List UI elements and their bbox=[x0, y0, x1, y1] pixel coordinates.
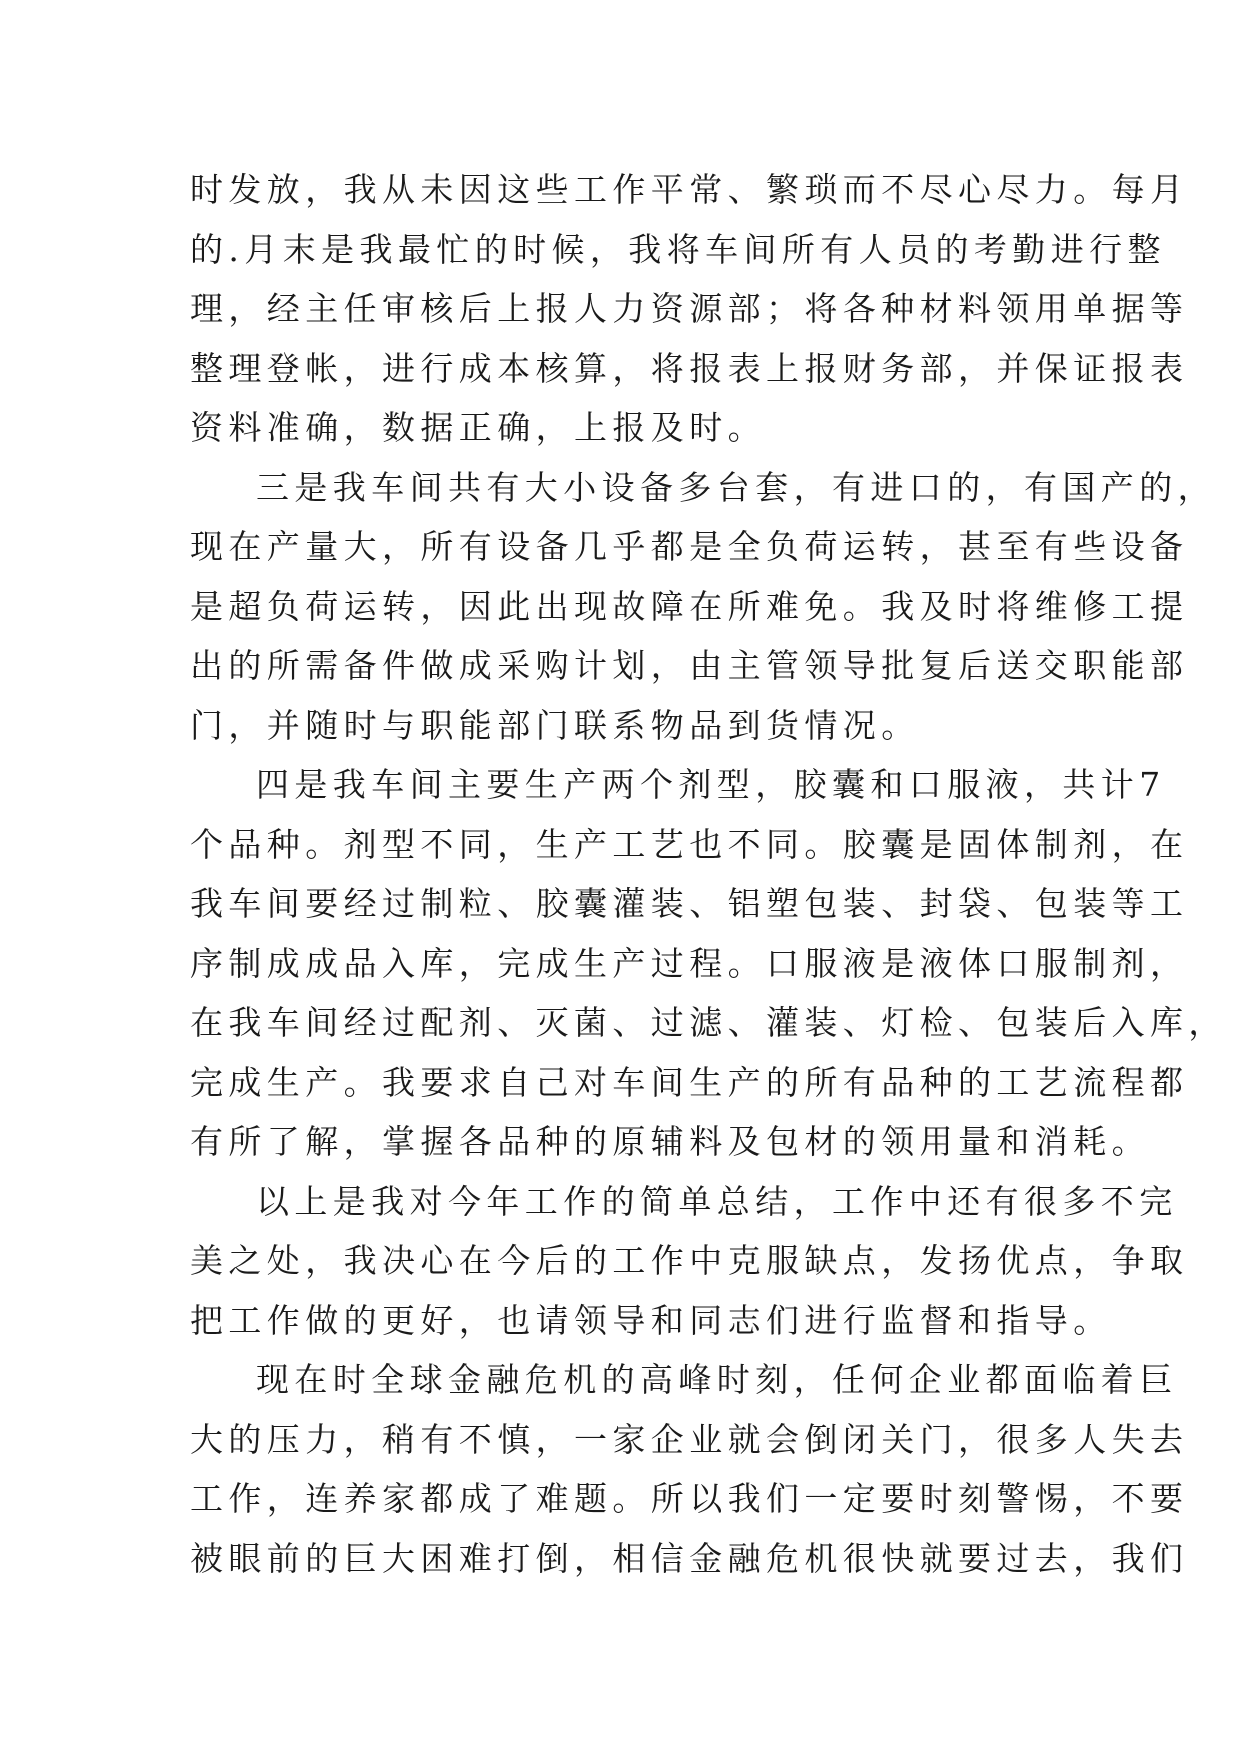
paragraph-3-line-5: 在我车间经过配剂、灭菌、过滤、灌装、灯检、包装后入库， bbox=[190, 1003, 1227, 1042]
paragraph-4-line-1: 以上是我对今年工作的简单总结，工作中还有很多不完 bbox=[256, 1181, 1178, 1221]
paragraph-5 bbox=[190, 1350, 1189, 1588]
paragraph-1-line-1: 时发放，我从未因这些工作平常、繁琐而不尽心尽力。每月 bbox=[190, 170, 1189, 209]
paragraph-1-line-4: 整理登帐，进行成本核算，将报表上报财务部，并保证报表 bbox=[190, 348, 1189, 388]
paragraph-3-line-6: 完成生产。我要求自己对车间生产的所有品种的工艺流程都 bbox=[190, 1062, 1189, 1102]
paragraph-3-line-3: 我车间要经过制粒、胶囊灌装、铝塑包装、封袋、包装等工 bbox=[190, 884, 1189, 923]
paragraph-5-line-4: 被眼前的巨大困难打倒，相信金融危机很快就要过去，我们 bbox=[190, 1538, 1189, 1578]
paragraph-5-line-1: 现在时全球金融危机的高峰时刻，任何企业都面临着巨 bbox=[256, 1360, 1178, 1399]
paragraph-4-line-2: 美之处，我决心在今后的工作中克服缺点，发扬优点，争取 bbox=[190, 1241, 1189, 1280]
paragraph-2-line-4: 出的所需备件做成采购计划，由主管领导批复后送交职能部 bbox=[190, 646, 1189, 685]
paragraph-2-line-1: 三是我车间共有大小设备多台套，有进口的，有国产的， bbox=[256, 467, 1216, 507]
paragraph-2-line-2: 现在产量大，所有设备几乎都是全负荷运转，甚至有些设备 bbox=[190, 527, 1189, 566]
paragraph-3-line-1: 四是我车间主要生产两个剂型，胶囊和口服液，共计7 bbox=[256, 765, 1166, 804]
paragraph-4 bbox=[190, 1172, 1189, 1351]
paragraph-4-line-3: 把工作做的更好，也请领导和同志们进行监督和指导。 bbox=[190, 1300, 1112, 1340]
paragraph-1 bbox=[190, 160, 1189, 458]
paragraph-2-line-5: 门，并随时与职能部门联系物品到货情况。 bbox=[190, 705, 920, 745]
paragraph-1-line-2: 的.月末是我最忙的时候，我将车间所有人员的考勤进行整 bbox=[190, 229, 1166, 269]
paragraph-3-line-7: 有所了解，掌握各品种的原辅料及包材的领用量和消耗。 bbox=[190, 1122, 1150, 1161]
paragraph-1-line-3: 理，经主任审核后上报人力资源部；将各种材料领用单据等 bbox=[190, 289, 1189, 328]
paragraph-3-line-2: 个品种。剂型不同，生产工艺也不同。胶囊是固体制剂，在 bbox=[190, 824, 1189, 864]
paragraph-2 bbox=[190, 458, 1216, 756]
paragraph-3 bbox=[190, 755, 1227, 1172]
paragraph-1-line-5: 资料准确，数据正确，上报及时。 bbox=[190, 408, 766, 447]
paragraph-3-line-4: 序制成成品入库，完成生产过程。口服液是液体口服制剂， bbox=[190, 943, 1189, 983]
document-body bbox=[190, 160, 1227, 1588]
paragraph-2-line-3: 是超负荷运转，因此出现故障在所难免。我及时将维修工提 bbox=[190, 586, 1189, 626]
paragraph-5-line-3: 工作，连养家都成了难题。所以我们一定要时刻警惕，不要 bbox=[190, 1479, 1189, 1518]
paragraph-5-line-2: 大的压力，稍有不慎，一家企业就会倒闭关门，很多人失去 bbox=[190, 1419, 1189, 1459]
